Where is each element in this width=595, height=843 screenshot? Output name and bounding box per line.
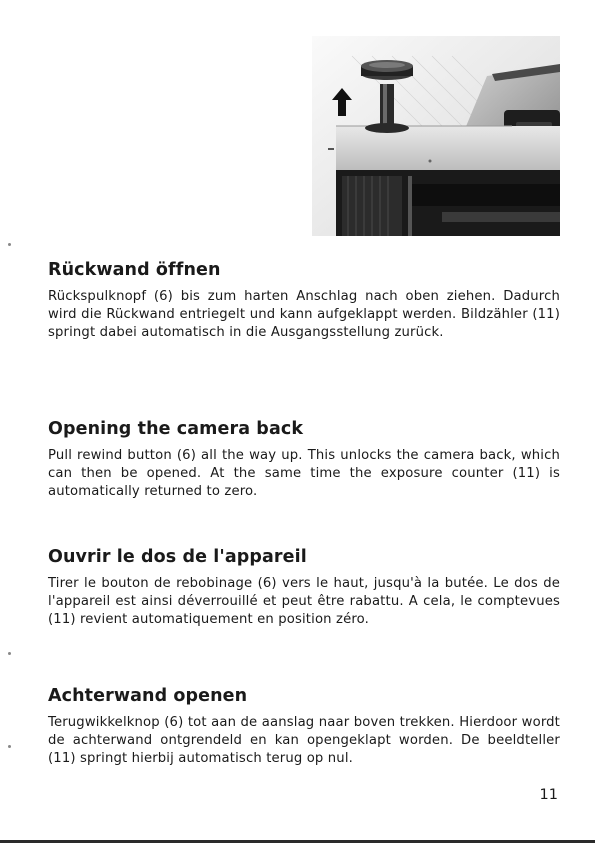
scan-speck xyxy=(8,745,11,748)
section-heading: Opening the camera back xyxy=(48,419,304,439)
section-heading: Achterwand openen xyxy=(48,686,248,706)
section-ouvrir-le-dos xyxy=(48,546,560,630)
scan-speck xyxy=(8,243,11,246)
section-rueckwand-oeffnen xyxy=(48,259,560,343)
section-heading: Ouvrir le dos de l'appareil xyxy=(48,547,307,567)
section-body: Pull rewind button (6) all the way up. This unlocks the camera back, which can then be opened. At the same time the exposure counter (11) is automatically returned to zero. xyxy=(48,448,560,500)
section-achterwand-openen xyxy=(48,685,560,769)
section-opening-camera-back xyxy=(48,418,560,502)
section-body: Terugwikkelknop (6) tot aan de aanslag naar boven trekken. Hierdoor wordt de achterwand ontgrendeld en kan opengeklapt worden. De beeldteller (11) springt hierbij automatisch terug op nul. xyxy=(48,715,560,767)
section-heading: Rückwand öffnen xyxy=(48,260,221,280)
section-body: Rückspulknopf (6) bis zum harten Anschlag nach oben ziehen. Dadurch wird die Rückwand entriegelt und kann aufgeklappt werden. Bildzähler (11) springt dabei automatisch in die Ausgangsstellung zurück. xyxy=(48,289,560,341)
scan-speck xyxy=(8,652,11,655)
page-number: 11 xyxy=(539,787,558,803)
section-body: Tirer le bouton de rebobinage (6) vers le haut, jusqu'à la butée. Le dos de l'appareil est ainsi déverrouillé et peut être rabattu. A cela, le comptevues (11) revient automatiquement en position zéro. xyxy=(48,576,560,628)
camera-rewind-knob-photo xyxy=(312,36,560,236)
